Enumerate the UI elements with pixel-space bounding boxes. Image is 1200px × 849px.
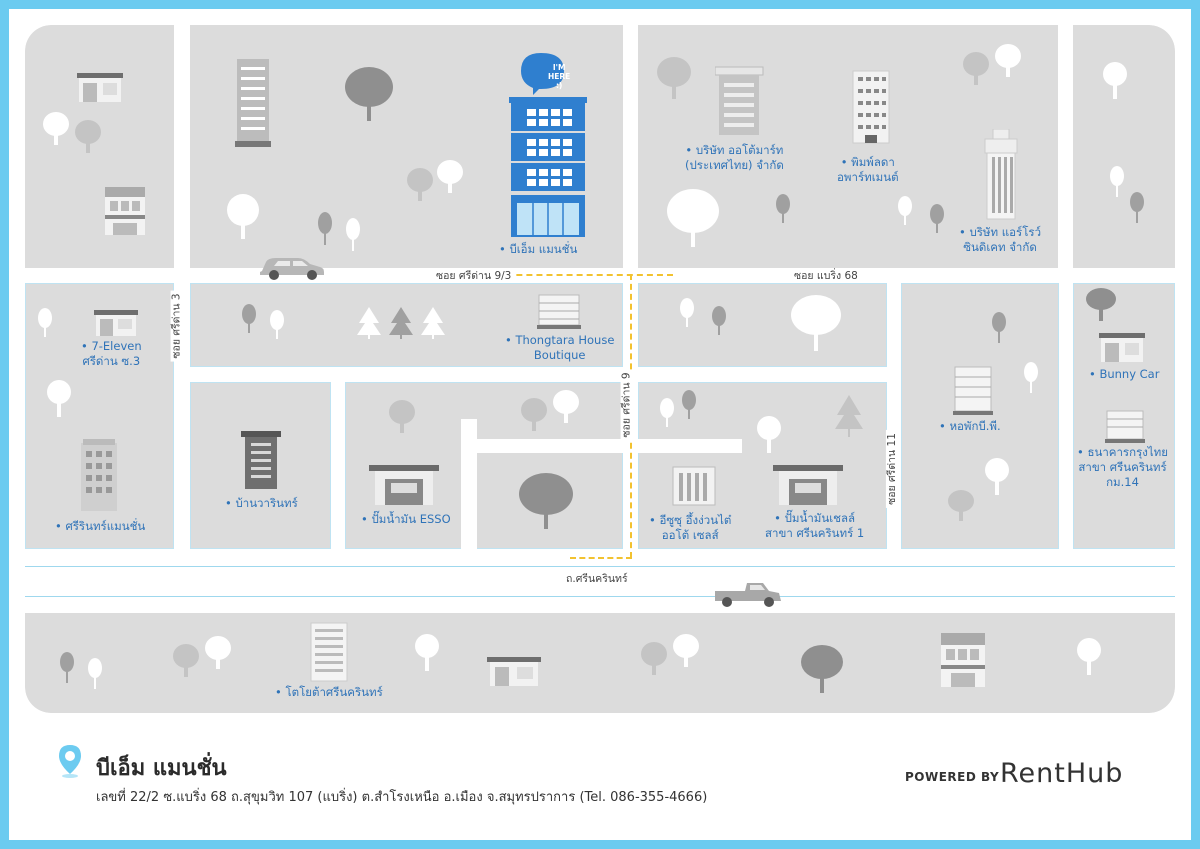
tree-icon: [993, 43, 1023, 77]
tree-icon: [45, 379, 73, 417]
tree-icon: [269, 309, 285, 339]
road-label-soi-sridan-9: ซอย ศรีด่าน 9: [621, 369, 633, 440]
tree-icon: [665, 187, 721, 247]
label-krungthai-line1: • ธนาคารกรุงไทย: [1077, 445, 1168, 459]
label-auto-mart[interactable]: [685, 143, 784, 173]
pine-tree-icon: [421, 307, 445, 339]
road-label-srinakarin: ถ.ศรีนครินทร์: [563, 573, 631, 585]
tree-icon: [639, 641, 669, 675]
label-shell[interactable]: [765, 511, 864, 541]
tree-icon: [897, 195, 913, 225]
route-dash: [570, 557, 632, 559]
esso-gas-station-icon: [369, 463, 439, 507]
tree-icon: [799, 643, 845, 693]
tree-icon: [241, 303, 257, 333]
label-hor-bp[interactable]: • หอพักบี.พี.: [939, 419, 1001, 433]
road-line: [25, 566, 1175, 567]
bank-building-icon: [1105, 409, 1145, 445]
shop-icon: [75, 71, 125, 103]
tree-icon: [517, 471, 575, 529]
tree-icon: [671, 633, 701, 667]
label-air-rov-line1: • บริษัท แอร์โรว์: [959, 225, 1042, 239]
road-label-soi-sridan-3: ซอย ศรีด่าน 3: [171, 290, 183, 361]
shell-gas-station-icon: [773, 463, 843, 507]
tree-icon: [225, 193, 261, 239]
pine-tree-icon: [357, 307, 381, 339]
tree-icon: [551, 389, 581, 423]
isuzu-building-icon: [669, 465, 719, 507]
footer-address: เลขที่ 22/2 ซ.แบริ่ง 68 ถ.สุขุมวิท 107 (แบริ่ง) ต.สำโรงเหนือ อ.เมือง จ.สมุทรปราการ (Tel. 086-355-4666): [96, 790, 708, 805]
apartment-building-icon: [851, 69, 891, 147]
powered-by: POWERED BY: [905, 770, 1000, 784]
pine-tree-icon: [389, 307, 413, 339]
toyota-building-icon: [309, 621, 349, 683]
truck-icon: [713, 579, 783, 609]
tree-icon: [789, 293, 843, 351]
tree-icon: [991, 311, 1007, 343]
tree-icon: [73, 119, 103, 153]
tree-icon: [755, 415, 783, 453]
road-line: [25, 596, 1175, 597]
tree-icon: [87, 657, 103, 689]
house-icon: [103, 185, 147, 237]
road-label-soi-sridan-9-3: ซอย ศรีด่าน 9/3: [433, 270, 514, 282]
label-krungthai[interactable]: [1077, 445, 1168, 490]
tree-icon: [1129, 191, 1145, 223]
tree-icon: [1075, 637, 1103, 675]
tree-icon: [345, 217, 361, 251]
tree-icon: [203, 635, 233, 669]
tree-icon: [1101, 61, 1129, 99]
here-bubble-line3: :): [555, 81, 563, 90]
tree-icon: [961, 51, 991, 85]
pin-icon: [58, 744, 82, 778]
label-seven-eleven[interactable]: [81, 339, 142, 369]
ban-warin-building-icon: [241, 431, 281, 493]
label-isuzu[interactable]: [649, 513, 731, 543]
tree-icon: [983, 457, 1011, 495]
road-label-soi-sridan-11: ซอย ศรีด่าน 11: [886, 430, 898, 508]
label-sririn-mansion[interactable]: • ศรีรินทร์แมนชั่น: [55, 519, 146, 533]
label-air-rov-line2: ซินดิเคท จำกัด: [963, 240, 1037, 254]
label-pimphalada[interactable]: [837, 155, 899, 185]
tree-icon: [1109, 165, 1125, 197]
tree-icon: [947, 489, 975, 521]
car-icon: [258, 253, 326, 281]
here-bubble-line1: I'M: [552, 63, 566, 72]
tree-icon: [1023, 361, 1039, 393]
tree-icon: [929, 203, 945, 233]
label-pimphalada-line2: อพาร์ทเมนต์: [837, 170, 899, 184]
seven-eleven-shop-icon: [93, 309, 139, 337]
tree-icon: [679, 297, 695, 327]
tree-icon: [387, 399, 417, 433]
label-seven-eleven-line2: ศรีด่าน ซ.3: [82, 354, 141, 368]
tree-icon: [655, 55, 693, 99]
tree-icon: [405, 167, 435, 201]
label-krungthai-line3: กม.14: [1106, 475, 1139, 489]
inner-road: [638, 439, 742, 453]
label-bunny-car[interactable]: • Bunny Car: [1089, 367, 1160, 381]
label-esso[interactable]: • ปั๊มน้ำมัน ESSO: [361, 512, 451, 526]
road-label-soi-baering-68: ซอย แบริ่ง 68: [791, 270, 861, 282]
tree-icon: [659, 397, 675, 427]
tree-icon: [681, 389, 697, 419]
label-ban-warin[interactable]: • บ้านวารินทร์: [225, 496, 298, 510]
here-bubble-line2: HERE: [548, 72, 571, 81]
pine-tree-icon: [835, 395, 863, 437]
sririn-mansion-building-icon: [79, 439, 119, 515]
label-seven-eleven-line1: • 7-Eleven: [81, 339, 142, 353]
label-auto-mart-line2: (ประเทศไทย) จำกัด: [685, 158, 784, 172]
label-bm-mansion[interactable]: • บีเอ็ม แมนชั่น: [499, 242, 578, 256]
label-auto-mart-line1: • บริษัท ออโต้มาร์ท: [685, 143, 784, 157]
hotel-building-icon: [537, 293, 581, 331]
tower-building-icon: [231, 53, 275, 149]
label-shell-line2: สาขา ศรีนครินทร์ 1: [765, 526, 865, 540]
label-shell-line1: • ปั๊มน้ำมันเชลล์: [774, 511, 856, 525]
tree-icon: [519, 397, 549, 431]
tree-icon: [435, 159, 465, 193]
tall-building-icon: [983, 129, 1019, 221]
tree-icon: [41, 111, 71, 145]
renthub-logo[interactable]: RentHub: [1000, 758, 1124, 789]
dormitory-building-icon: [953, 365, 993, 417]
office-building-icon: [715, 65, 765, 137]
inner-road: [461, 419, 477, 551]
inner-road: [477, 439, 623, 453]
label-isuzu-line1: • อีซูซุ อึ้งง่วนไต๋: [649, 513, 732, 527]
label-air-rov[interactable]: [959, 225, 1041, 255]
tree-icon: [343, 65, 395, 121]
tree-icon: [317, 211, 333, 245]
tree-icon: [1085, 287, 1117, 321]
tree-icon: [711, 305, 727, 335]
shop-icon: [487, 655, 541, 687]
tree-icon: [59, 651, 75, 683]
map-area[interactable]: [25, 25, 1175, 713]
house-icon: [939, 631, 987, 689]
label-krungthai-line2: สาขา ศรีนครินทร์: [1078, 460, 1167, 474]
footer-title: บีเอ็ม แมนชั่น: [96, 756, 227, 781]
label-thongtara-line2: Boutique: [533, 348, 586, 362]
label-thongtara-line1: • Thongtara House: [505, 333, 615, 347]
label-pimphalada-line1: • พิมพ์ลดา: [840, 155, 895, 169]
bunny-car-shop-icon: [1097, 331, 1147, 363]
tree-icon: [413, 633, 441, 671]
label-thongtara[interactable]: [505, 333, 614, 363]
tree-icon: [775, 193, 791, 223]
label-toyota[interactable]: • โตโยต้าศรีนครินทร์: [275, 685, 383, 699]
here-bubble: [548, 63, 570, 90]
tree-icon: [171, 643, 201, 677]
tree-icon: [37, 307, 53, 337]
block: [638, 283, 887, 367]
label-isuzu-line2: ออโต้ เซลส์: [661, 528, 719, 542]
